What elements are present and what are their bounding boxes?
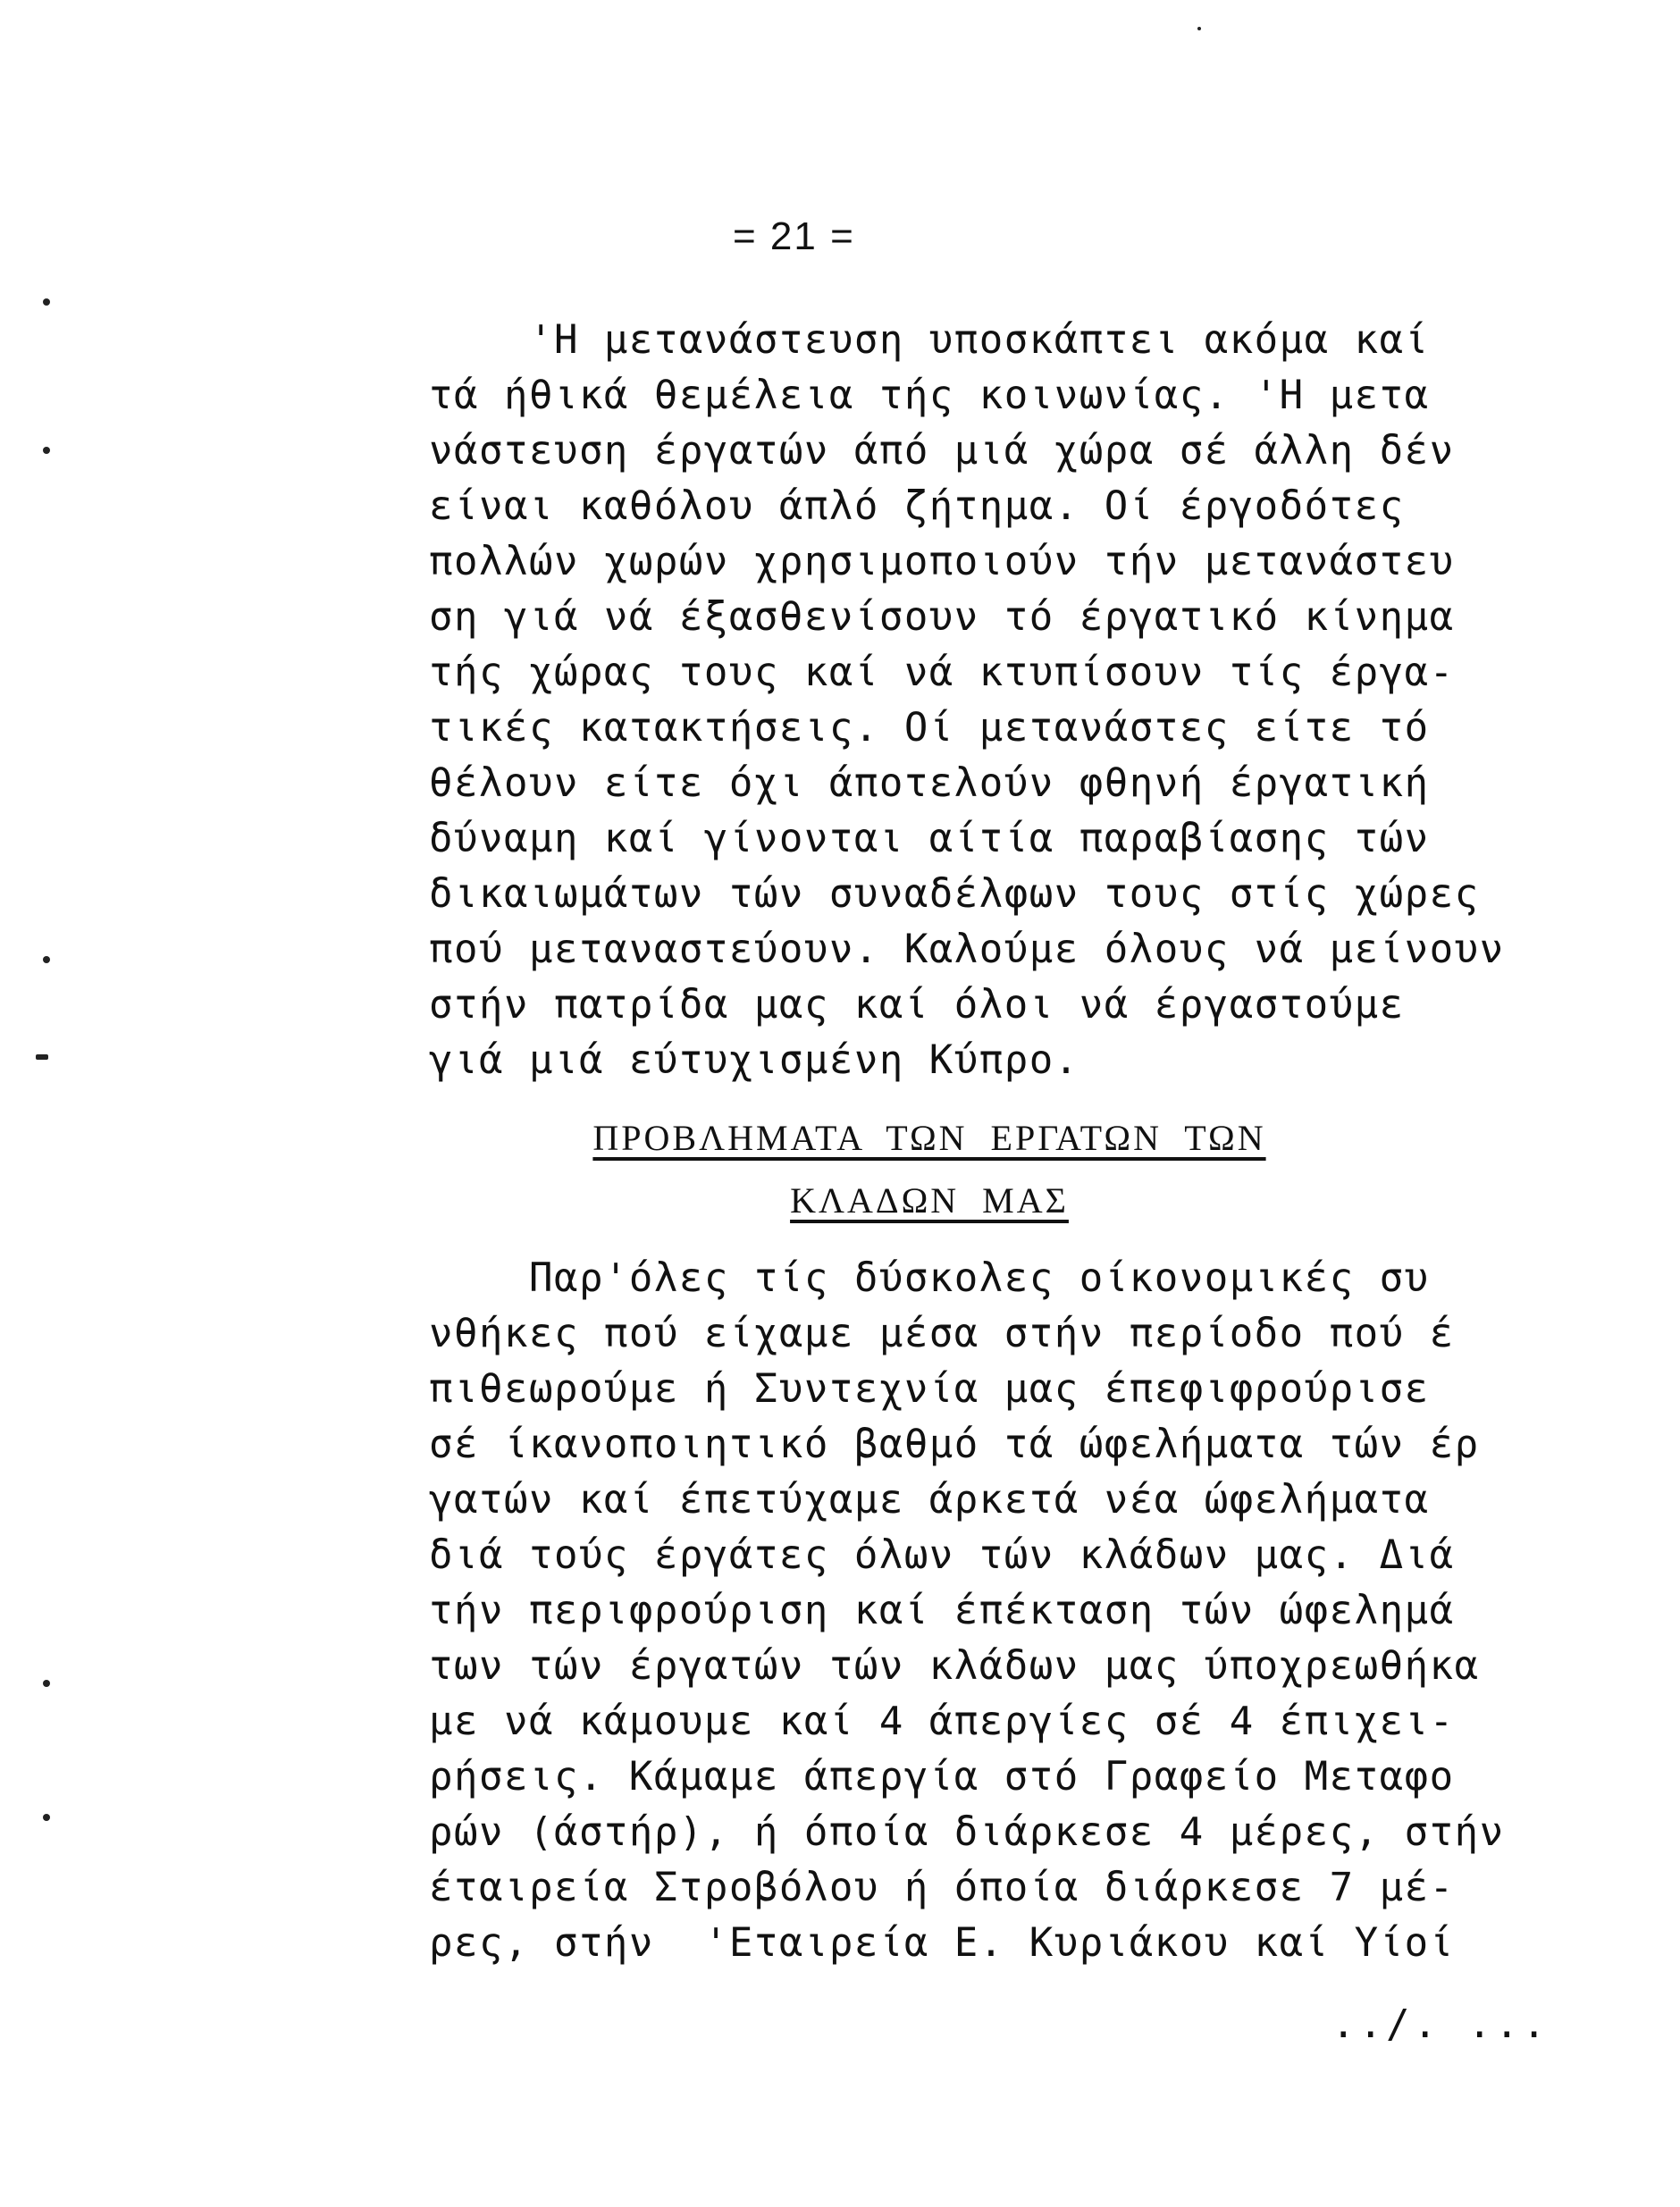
text-line: νθήκες πού είχαμε μέσα στήν περίοδο πού έ xyxy=(429,1311,1455,1356)
text-line: πιθεωρούμε ή Συντεχνία μας έπεφιφρούρισε xyxy=(429,1366,1430,1412)
text-line: Παρ'όλες τίς δύσκολες οίκονομικές συ xyxy=(429,1255,1430,1301)
section-heading-line2 xyxy=(500,1179,1358,1221)
heading-text: ΠΡΟΒΛΗΜΑΤΑ ΤΩΝ ΕΡΓΑΤΩΝ ΤΩΝ xyxy=(592,1118,1266,1158)
text-line: έταιρεία Στροβόλου ή όποία διάρκεσε 7 μέ- xyxy=(429,1865,1455,1910)
scan-speck xyxy=(1197,27,1201,30)
text-line: στήν πατρίδα μας καί όλοι νά έργαστούμε xyxy=(429,982,1405,1028)
text-line: τήν περιφρούριση καί έπέκταση τών ώφελημά xyxy=(429,1588,1455,1633)
text-line: τά ήθικά θεμέλεια τής κοινωνίας. 'Η μετα xyxy=(429,373,1430,418)
text-line: σέ ίκανοποιητικό βαθμό τά ώφελήματα τών έρ xyxy=(429,1422,1480,1467)
text-line: με νά κάμουμε καί 4 άπεργίες σέ 4 έπιχει- xyxy=(429,1699,1455,1744)
text-line: πολλών χωρών χρησιμοποιούν τήν μετανάστευ xyxy=(429,539,1455,584)
scan-speck xyxy=(36,1054,48,1060)
text-line: ρών (άστήρ), ή όποία διάρκεσε 4 μέρες, στήν xyxy=(429,1809,1505,1855)
scan-speck xyxy=(43,447,50,454)
paragraph-workers-problems xyxy=(429,1251,1609,1971)
scan-speck xyxy=(43,298,50,306)
text-line: ρες, στήν 'Εταιρεία Ε. Κυριάκου καί Υίοί xyxy=(429,1920,1455,1966)
text-line: τής χώρας τους καί νά κτυπίσουν τίς έργα- xyxy=(429,650,1455,695)
text-line: γιά μιά εύτυχισμένη Κύπρο. xyxy=(429,1037,1079,1083)
section-heading-line1 xyxy=(500,1117,1358,1159)
text-line: νάστευση έργατών άπό μιά χώρα σέ άλλη δέν xyxy=(429,428,1455,474)
text-line: είναι καθόλου άπλό ζήτημα. Οί έργοδότες xyxy=(429,483,1405,529)
text-line: ση γιά νά έξασθενίσουν τό έργατικό κίνημα xyxy=(429,594,1455,640)
text-line: ρήσεις. Κάμαμε άπεργία στό Γραφείο Μεταφο xyxy=(429,1754,1455,1800)
heading-text: ΚΛΑΔΩΝ ΜΑΣ xyxy=(790,1180,1069,1221)
text-line: πού μεταναστεύουν. Καλούμε όλους νά μείνουν xyxy=(429,927,1505,972)
text-line: δύναμη καί γίνονται αίτία παραβίασης τών xyxy=(429,816,1430,861)
page-number: = 21 = xyxy=(733,214,855,258)
text-line: δικαιωμάτων τών συναδέλφων τους στίς χώρες xyxy=(429,871,1480,917)
text-line: θέλουν είτε όχι άποτελούν φθηνή έργατική xyxy=(429,760,1430,806)
text-line: 'Η μετανάστευση υποσκάπτει ακόμα καί xyxy=(429,317,1430,363)
text-line: γατών καί έπετύχαμε άρκετά νέα ώφελήματα xyxy=(429,1477,1430,1523)
text-line: διά τούς έργάτες όλων τών κλάδων μας. Διά xyxy=(429,1532,1455,1578)
scan-speck xyxy=(43,1814,50,1821)
paragraph-emigration xyxy=(429,313,1609,1088)
text-line: τικές κατακτήσεις. Οί μετανάστες είτε τό xyxy=(429,705,1430,751)
text-line: των τών έργατών τών κλάδων μας ύποχρεωθήκα xyxy=(429,1643,1480,1689)
scan-speck xyxy=(43,1680,50,1687)
continuation-marker: ../. ... xyxy=(1331,2001,1550,2047)
scan-speck xyxy=(43,956,50,963)
